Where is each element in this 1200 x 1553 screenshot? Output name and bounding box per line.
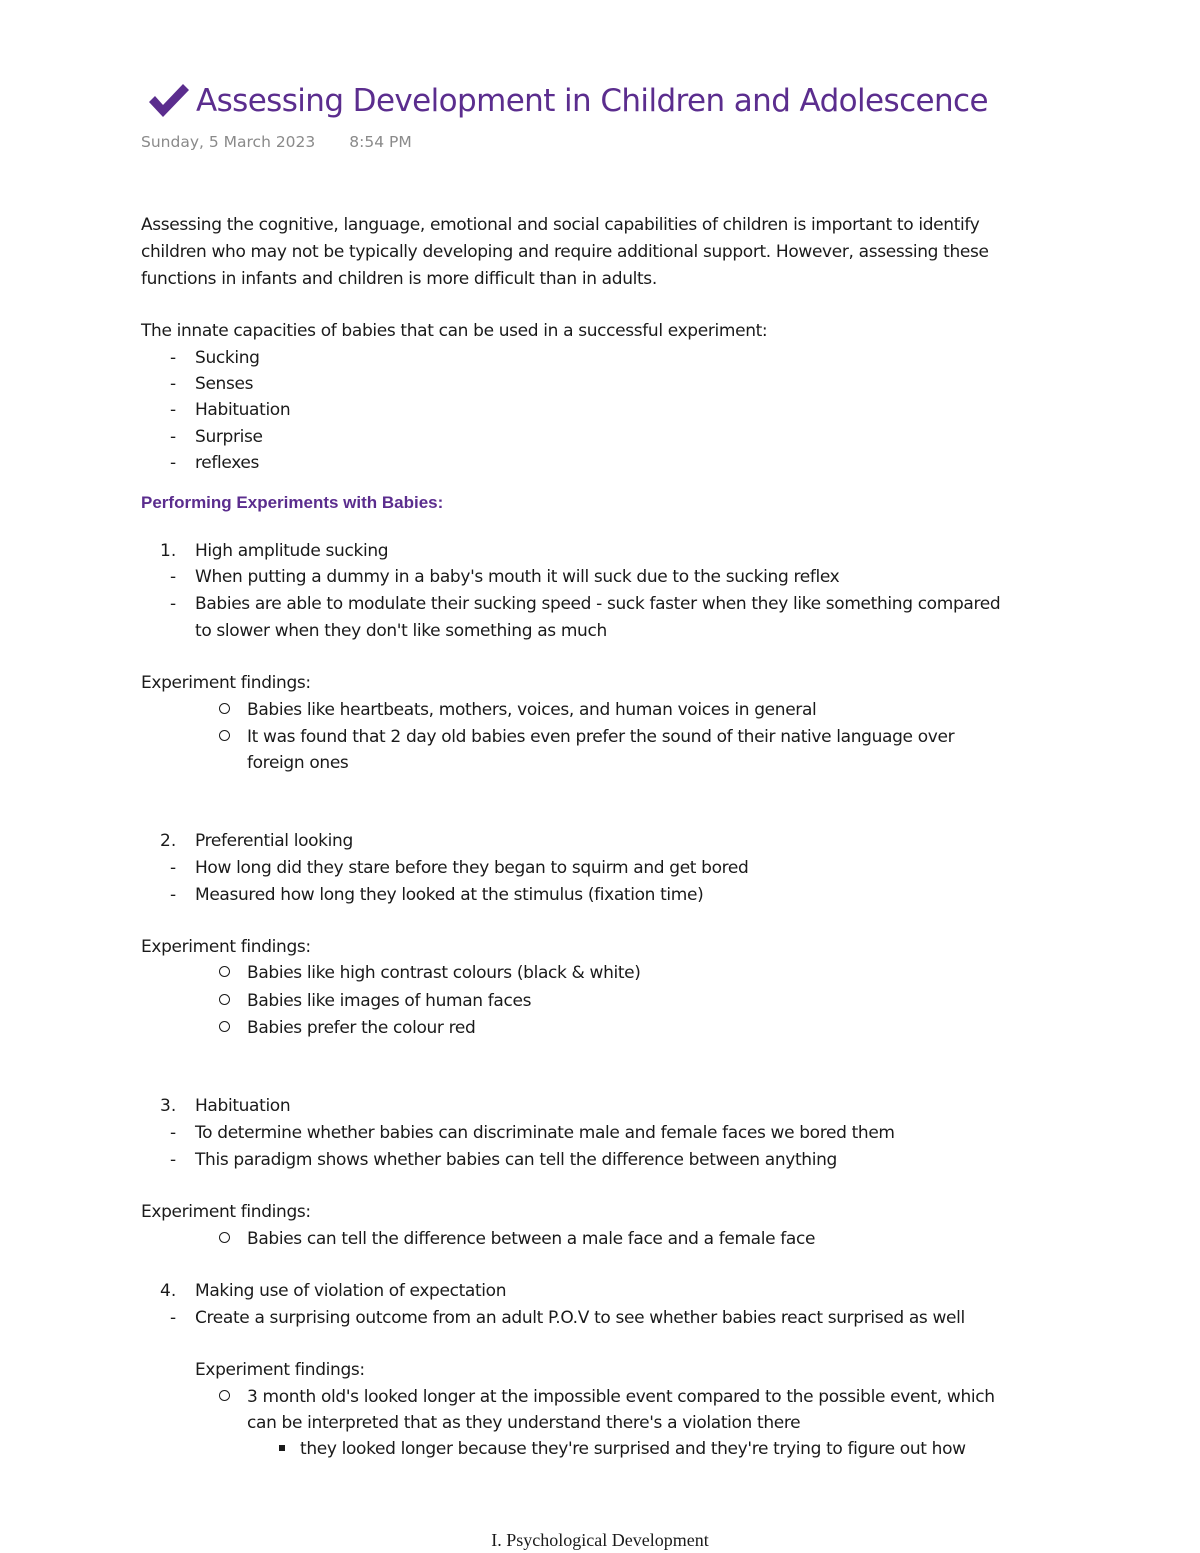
list-number: 1.: [160, 541, 177, 561]
innate-item: reflexes: [195, 453, 259, 473]
checkmark-icon: [146, 81, 190, 121]
innate-item: Surprise: [195, 427, 263, 447]
circle-bullet: [219, 966, 230, 977]
innate-item: Sucking: [195, 348, 260, 368]
page-title-text: Assessing Development in Children and Adolescence: [196, 83, 988, 119]
dash-bullet: -: [170, 594, 177, 614]
finding-item: Babies prefer the colour red: [247, 1018, 476, 1038]
experiment-point: Create a surprising outcome from an adult P.O.V to see whether babies react surprised as well: [195, 1308, 965, 1328]
experiment-point-continued: to slower when they don't like something as much: [195, 621, 607, 641]
finding-item: Babies like heartbeats, mothers, voices, and human voices in general: [247, 700, 817, 720]
page-title: [146, 78, 988, 124]
intro-line: functions in infants and children is more difficult than in adults.: [141, 269, 657, 289]
circle-bullet: [219, 1390, 230, 1401]
list-number: 2.: [160, 831, 177, 851]
dash-bullet: -: [170, 453, 177, 473]
experiment-point: When putting a dummy in a baby's mouth it will suck due to the sucking reflex: [195, 567, 840, 587]
dash-bullet: -: [170, 858, 177, 878]
circle-bullet: [219, 730, 230, 741]
section-heading: Performing Experiments with Babies:: [141, 493, 444, 512]
experiment-title: Habituation: [195, 1096, 291, 1116]
experiment-point: To determine whether babies can discriminate male and female faces we bored them: [195, 1123, 895, 1143]
dash-bullet: -: [170, 1123, 177, 1143]
dash-bullet: -: [170, 1150, 177, 1170]
circle-bullet: [219, 703, 230, 714]
experiment-title: Making use of violation of expectation: [195, 1281, 507, 1301]
list-number: 3.: [160, 1096, 177, 1116]
experiment-point: Babies are able to modulate their sucking speed - suck faster when they like something compared: [195, 594, 1001, 614]
finding-item: Babies like high contrast colours (black & white): [247, 963, 641, 983]
finding-item: It was found that 2 day old babies even prefer the sound of their native language over: [247, 727, 955, 747]
dash-bullet: -: [170, 348, 177, 368]
findings-label: Experiment findings:: [141, 937, 311, 957]
experiment-point: This paradigm shows whether babies can tell the difference between anything: [195, 1150, 837, 1170]
dash-bullet: -: [170, 374, 177, 394]
findings-label: Experiment findings:: [195, 1360, 365, 1380]
dash-bullet: -: [170, 567, 177, 587]
note-time: 8:54 PM: [349, 133, 412, 151]
finding-item: Babies like images of human faces: [247, 991, 532, 1011]
experiment-point: How long did they stare before they began to squirm and get bored: [195, 858, 749, 878]
finding-item-continued: foreign ones: [247, 753, 349, 773]
innate-item: Habituation: [195, 400, 291, 420]
note-timestamp: [141, 133, 412, 151]
innate-heading: The innate capacities of babies that can be used in a successful experiment:: [141, 321, 768, 341]
square-bullet: [279, 1445, 285, 1451]
finding-item: 3 month old's looked longer at the impossible event compared to the possible event, which: [247, 1387, 995, 1407]
innate-item: Senses: [195, 374, 254, 394]
list-number: 4.: [160, 1281, 177, 1301]
note-date: Sunday, 5 March 2023: [141, 133, 316, 151]
sub-finding-item: they looked longer because they're surprised and they're trying to figure out how: [300, 1439, 966, 1459]
circle-bullet: [219, 1232, 230, 1243]
experiment-point: Measured how long they looked at the stimulus (fixation time): [195, 885, 704, 905]
experiment-title: High amplitude sucking: [195, 541, 389, 561]
dash-bullet: -: [170, 885, 177, 905]
intro-line: children who may not be typically developing and require additional support. However, assessing these: [141, 242, 989, 262]
intro-line: Assessing the cognitive, language, emotional and social capabilities of children is important to identify: [141, 215, 980, 235]
dash-bullet: -: [170, 1308, 177, 1328]
finding-item: Babies can tell the difference between a male face and a female face: [247, 1229, 816, 1249]
findings-label: Experiment findings:: [141, 673, 311, 693]
findings-label: Experiment findings:: [141, 1202, 311, 1222]
dash-bullet: -: [170, 400, 177, 420]
dash-bullet: -: [170, 427, 177, 447]
page-footer: I. Psychological Development: [491, 1530, 709, 1550]
circle-bullet: [219, 1021, 230, 1032]
finding-item-continued: can be interpreted that as they understand there's a violation there: [247, 1413, 801, 1433]
circle-bullet: [219, 994, 230, 1005]
experiment-title: Preferential looking: [195, 831, 353, 851]
